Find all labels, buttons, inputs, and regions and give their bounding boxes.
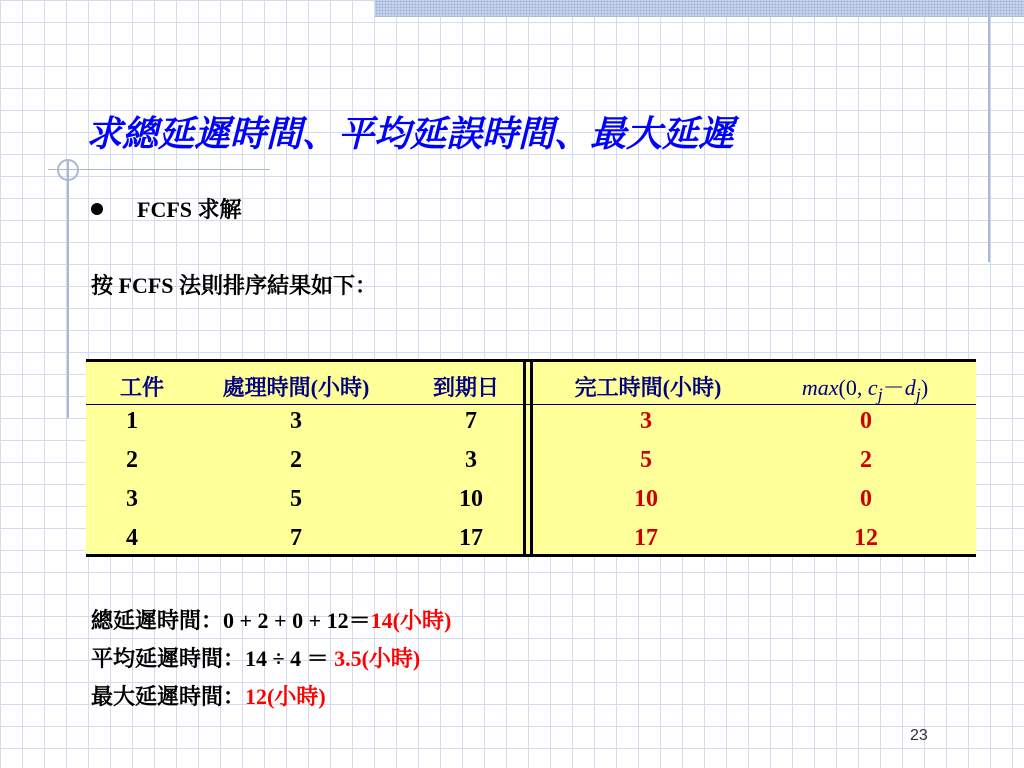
bullet-item: [91, 193, 242, 224]
bullet-dot-icon: [91, 203, 103, 215]
cell-completion-time: 17: [634, 525, 658, 551]
cell-processing-time: 7: [290, 525, 302, 551]
cell-processing-time: 2: [290, 447, 302, 473]
cell-processing-time: 3: [290, 408, 302, 434]
cell-tardiness: 2: [860, 447, 872, 473]
cell-completion-time: 5: [640, 447, 652, 473]
intro-text: 按 FCFS 法則排序結果如下：: [91, 273, 378, 298]
decorative-top-band: [375, 0, 1024, 17]
cell-due-date: 17: [459, 525, 483, 551]
cell-tardiness: 0: [860, 408, 872, 434]
summary-average-tardiness: [91, 642, 420, 673]
slide-title: 求總延遲時間、平均延誤時間、最大延遲: [86, 113, 735, 155]
table-row: [86, 486, 976, 525]
schedule-table: [86, 359, 976, 557]
cell-tardiness: 12: [854, 525, 878, 551]
header-tardiness: max(0, $c_j-d_j$): [801, 375, 929, 405]
cell-due-date: 3: [465, 447, 477, 473]
summary-result: 14(小時): [370, 608, 452, 633]
cell-job: 2: [126, 447, 138, 473]
cell-due-date: 10: [459, 486, 483, 512]
summary-expression: 0 + 2 + 0 + 12＝: [223, 608, 371, 633]
summary-label: 最大延遲時間：: [91, 684, 246, 709]
page-number: 23: [910, 727, 928, 744]
table-row: [86, 447, 976, 486]
summary-expression: 14 ÷ 4 ＝: [245, 646, 335, 671]
summary-result: 12(小時): [245, 684, 326, 709]
header-due-date: 到期日: [432, 375, 499, 400]
summary-label: 平均延遲時間：: [91, 646, 246, 671]
table-row: [86, 408, 976, 447]
table-header-row: [86, 362, 976, 405]
summary-result: 3.5(小時): [334, 646, 421, 671]
decorative-circle: [57, 159, 79, 181]
summary-total-tardiness: [91, 604, 451, 635]
decorative-title-underline: [48, 169, 270, 170]
cell-tardiness: 0: [860, 486, 872, 512]
decorative-right-line: [988, 0, 990, 262]
cell-job: 3: [126, 486, 138, 512]
table-row: [86, 525, 976, 564]
cell-processing-time: 5: [290, 486, 302, 512]
bullet-text: FCFS 求解: [137, 197, 242, 222]
header-completion-time: 完工時間(小時): [574, 375, 722, 400]
summary-label: 總延遲時間：: [91, 608, 224, 633]
cell-job: 1: [126, 408, 138, 434]
cell-completion-time: 10: [634, 486, 658, 512]
header-processing-time: 處理時間(小時): [222, 375, 370, 400]
decorative-left-line: [67, 160, 69, 418]
cell-completion-time: 3: [640, 408, 652, 434]
header-job: 工件: [119, 375, 164, 400]
summary-max-tardiness: [91, 680, 326, 711]
cell-job: 4: [126, 525, 138, 551]
cell-due-date: 7: [465, 408, 477, 434]
